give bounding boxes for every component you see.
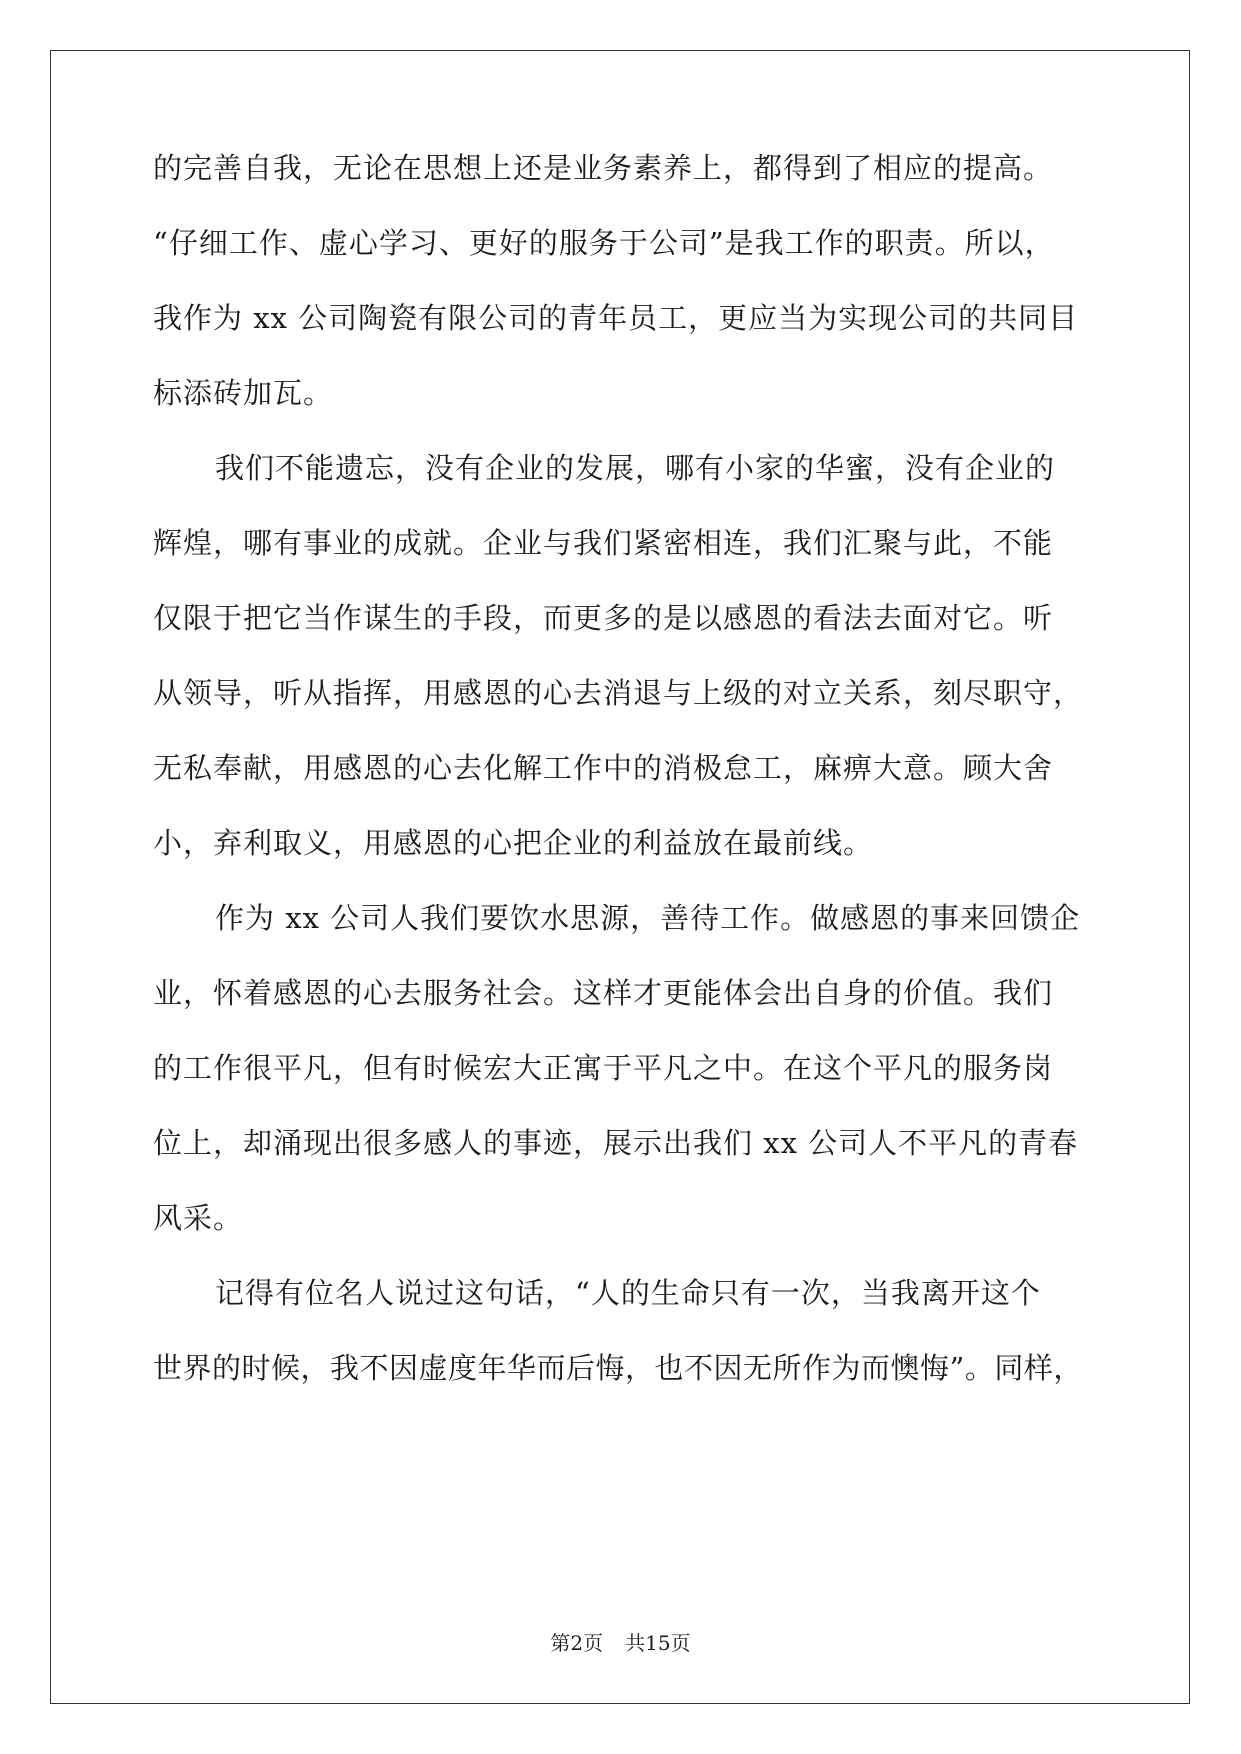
text-line: 世界的时候，我不因虚度年华而后悔，也不因无所作为而懊悔”。同样，	[153, 1351, 1083, 1385]
page-border	[50, 50, 1190, 1704]
page-number: 第2页	[550, 1631, 604, 1655]
text-line: 小，弃利取义，用感恩的心把企业的利益放在最前线。	[153, 826, 874, 860]
text-line: 我作为 xx 公司陶瓷有限公司的青年员工，更应当为实现公司的共同目	[153, 301, 1079, 335]
page-total: 共15页	[625, 1631, 691, 1655]
text-line: 标添砖加瓦。	[153, 376, 334, 410]
text-line: 业，怀着感恩的心去服务社会。这样才更能体会出自身的价值。我们	[153, 976, 1054, 1010]
text-line: 我们不能遗忘，没有企业的发展，哪有小家的华蜜，没有企业的	[215, 451, 1056, 485]
text-line: 从领导，听从指挥，用感恩的心去消退与上级的对立关系，刻尽职守，	[153, 676, 1084, 710]
text-line: 风采。	[153, 1201, 244, 1235]
text-line: 的完善自我，无论在思想上还是业务素养上，都得到了相应的提高。	[153, 151, 1054, 185]
text-line: 的工作很平凡，但有时候宏大正寓于平凡之中。在这个平凡的服务岗	[153, 1051, 1054, 1085]
text-line: 位上，却涌现出很多感人的事迹，展示出我们 xx 公司人不平凡的青春	[153, 1126, 1079, 1160]
text-line: “仔细工作、虚心学习、更好的服务于公司”是我工作的职责。所以，	[153, 226, 1055, 260]
text-line: 无私奉献，用感恩的心去化解工作中的消极怠工，麻痹大意。顾大舍	[153, 751, 1054, 785]
text-line: 辉煌，哪有事业的成就。企业与我们紧密相连，我们汇聚与此，不能	[153, 526, 1054, 560]
text-line: 仅限于把它当作谋生的手段，而更多的是以感恩的看法去面对它。听	[153, 601, 1054, 635]
text-line: 记得有位名人说过这句话，“人的生命只有一次，当我离开这个	[215, 1276, 1041, 1310]
text-line: 作为 xx 公司人我们要饮水思源，善待工作。做感恩的事来回馈企	[215, 901, 1081, 935]
page-footer	[0, 1627, 1241, 1656]
